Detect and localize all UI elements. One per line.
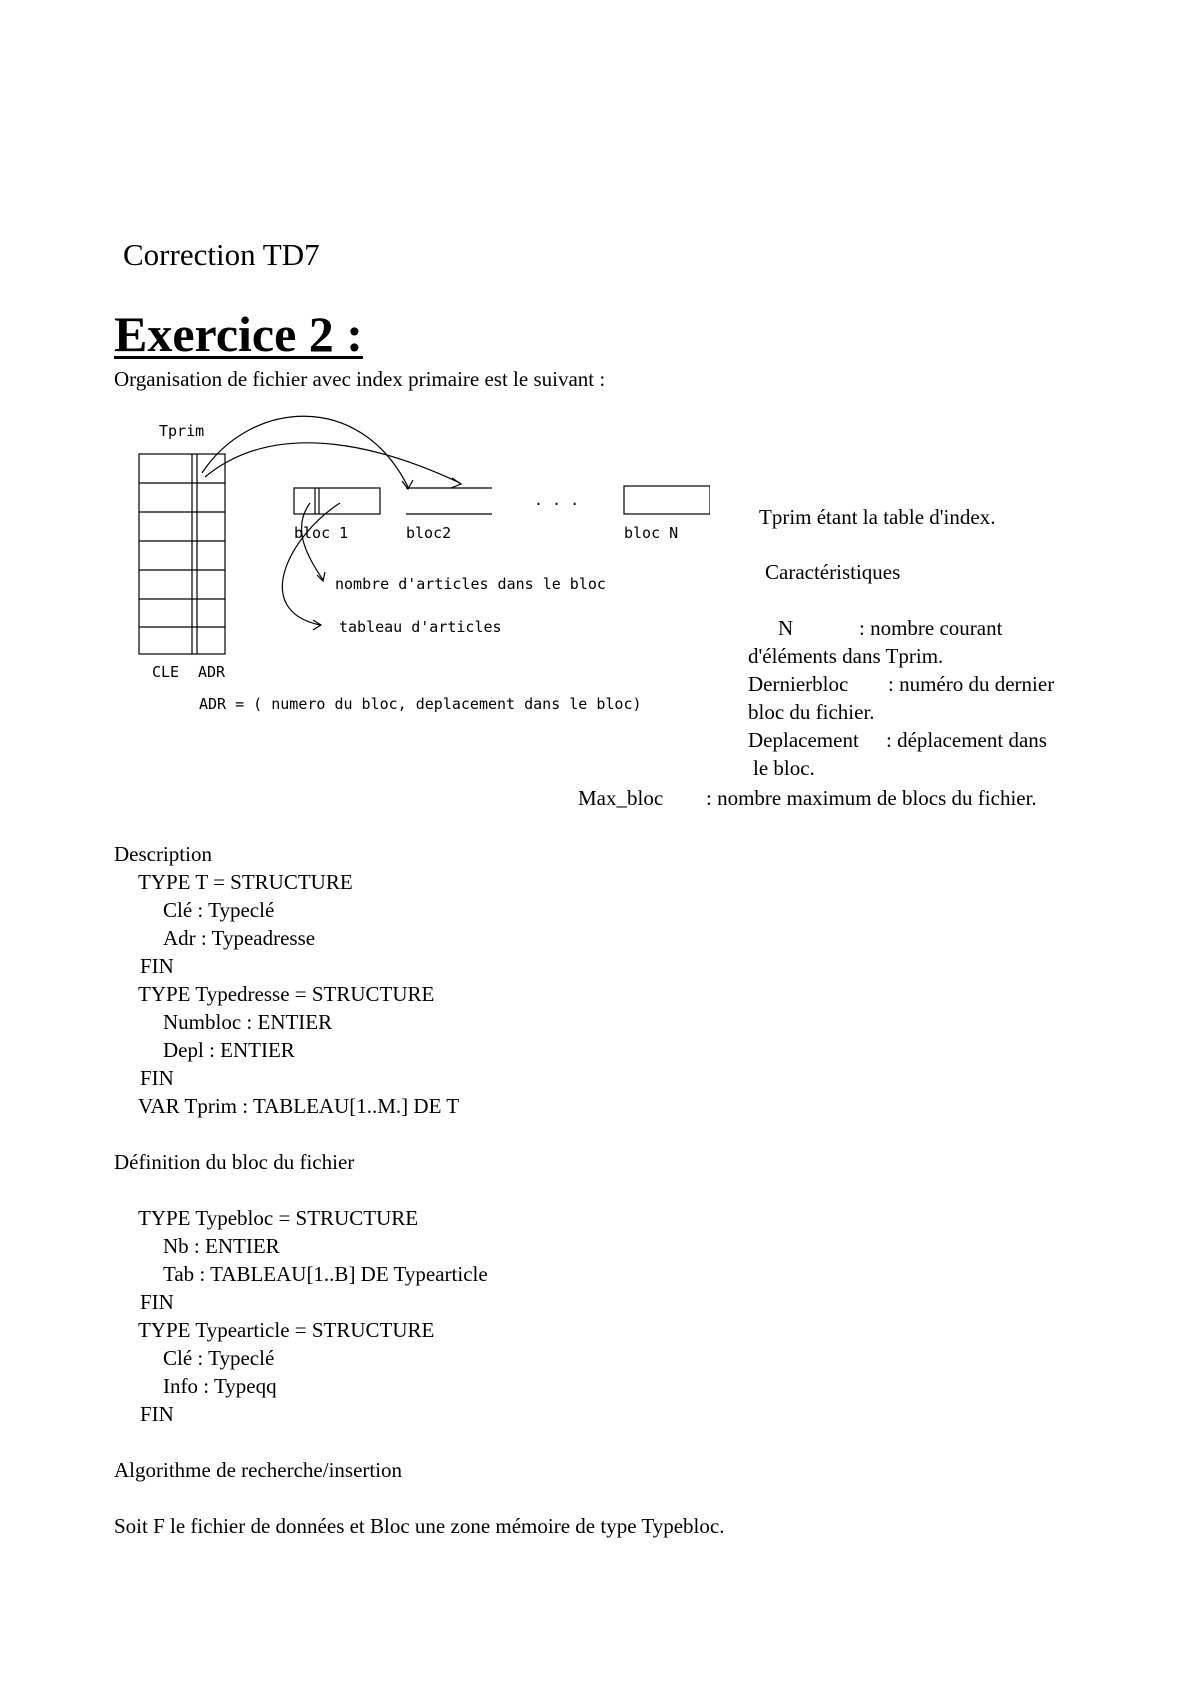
dernierbloc-desc-cont: bloc du fichier. [748,700,875,724]
bloc1-label: bloc 1 [294,524,349,542]
tprim-label: Tprim [159,422,205,440]
blocn-box [624,486,710,514]
cle-column-label: CLE [152,663,180,681]
code-line: TYPE T = STRUCTURE [138,870,353,894]
nb-articles-label: nombre d'articles dans le bloc [335,575,606,593]
code-line: Tab : TABLEAU[1..B] DE Typearticle [163,1262,488,1286]
algorithm-heading: Algorithme de recherche/insertion [114,1458,403,1482]
caracteristiques-heading: Caractéristiques [765,560,901,584]
algorithm-intro: Soit F le fichier de données et Bloc une zone mémoire de type Typebloc. [114,1514,725,1538]
code-line: Clé : Typeclé [163,898,275,922]
code-line: VAR Tprim : TABLEAU[1..M.] DE T [138,1094,460,1118]
code-line: TYPE Typearticle = STRUCTURE [138,1318,435,1342]
tableau-articles-label: tableau d'articles [339,618,502,636]
code-line: Clé : Typeclé [163,1346,275,1370]
maxbloc-desc: : nombre maximum de blocs du fichier. [706,786,1037,810]
exercise-heading: Exercice 2 : [114,306,363,362]
index-arrow-1 [202,416,408,487]
tab-arrow [282,503,340,625]
blocn-label: bloc N [624,524,679,542]
maxbloc-name: Max_bloc [578,786,664,810]
deplacement-name: Deplacement [748,728,859,752]
description-heading: Description [114,842,212,866]
dernierbloc-name: Dernierbloc [748,672,849,696]
dernierbloc-desc: : numéro du dernier [888,672,1055,696]
code-line: Adr : Typeadresse [163,926,316,950]
index-arrow-2 [205,443,460,483]
code-line: TYPE Typedresse = STRUCTURE [138,982,435,1006]
tprim-note: Tprim étant la table d'index. [759,505,996,529]
bloc1-box [294,488,380,514]
n-name: N [778,616,794,640]
adr-formula: ADR = ( numero du bloc, deplacement dans le bloc) [199,695,642,713]
n-desc-cont: d'éléments dans Tprim. [748,644,944,668]
deplacement-desc-cont: le bloc. [753,756,815,780]
intro-text: Organisation de fichier avec index primaire est le suivant : [114,367,606,391]
adr-column-label: ADR [198,663,226,681]
code-line: FIN [140,954,174,978]
code-line: Info : Typeqq [163,1374,277,1398]
blocs-ellipsis: . . . [534,491,580,509]
index-diagram [130,405,710,725]
code-line: Nb : ENTIER [163,1234,280,1258]
code-line: FIN [140,1290,174,1314]
code-line: TYPE Typebloc = STRUCTURE [138,1206,419,1230]
deplacement-desc: : déplacement dans [886,728,1047,752]
code-line: FIN [140,1066,174,1090]
code-line: Numbloc : ENTIER [163,1010,333,1034]
code-line: Depl : ENTIER [163,1038,295,1062]
code-line: FIN [140,1402,174,1426]
document-title: Correction TD7 [123,237,320,272]
tprim-table-outline [139,454,225,654]
bloc2-label: bloc2 [406,524,452,542]
n-desc: : nombre courant [859,616,1003,640]
bloc-definition-heading: Définition du bloc du fichier [114,1150,355,1174]
